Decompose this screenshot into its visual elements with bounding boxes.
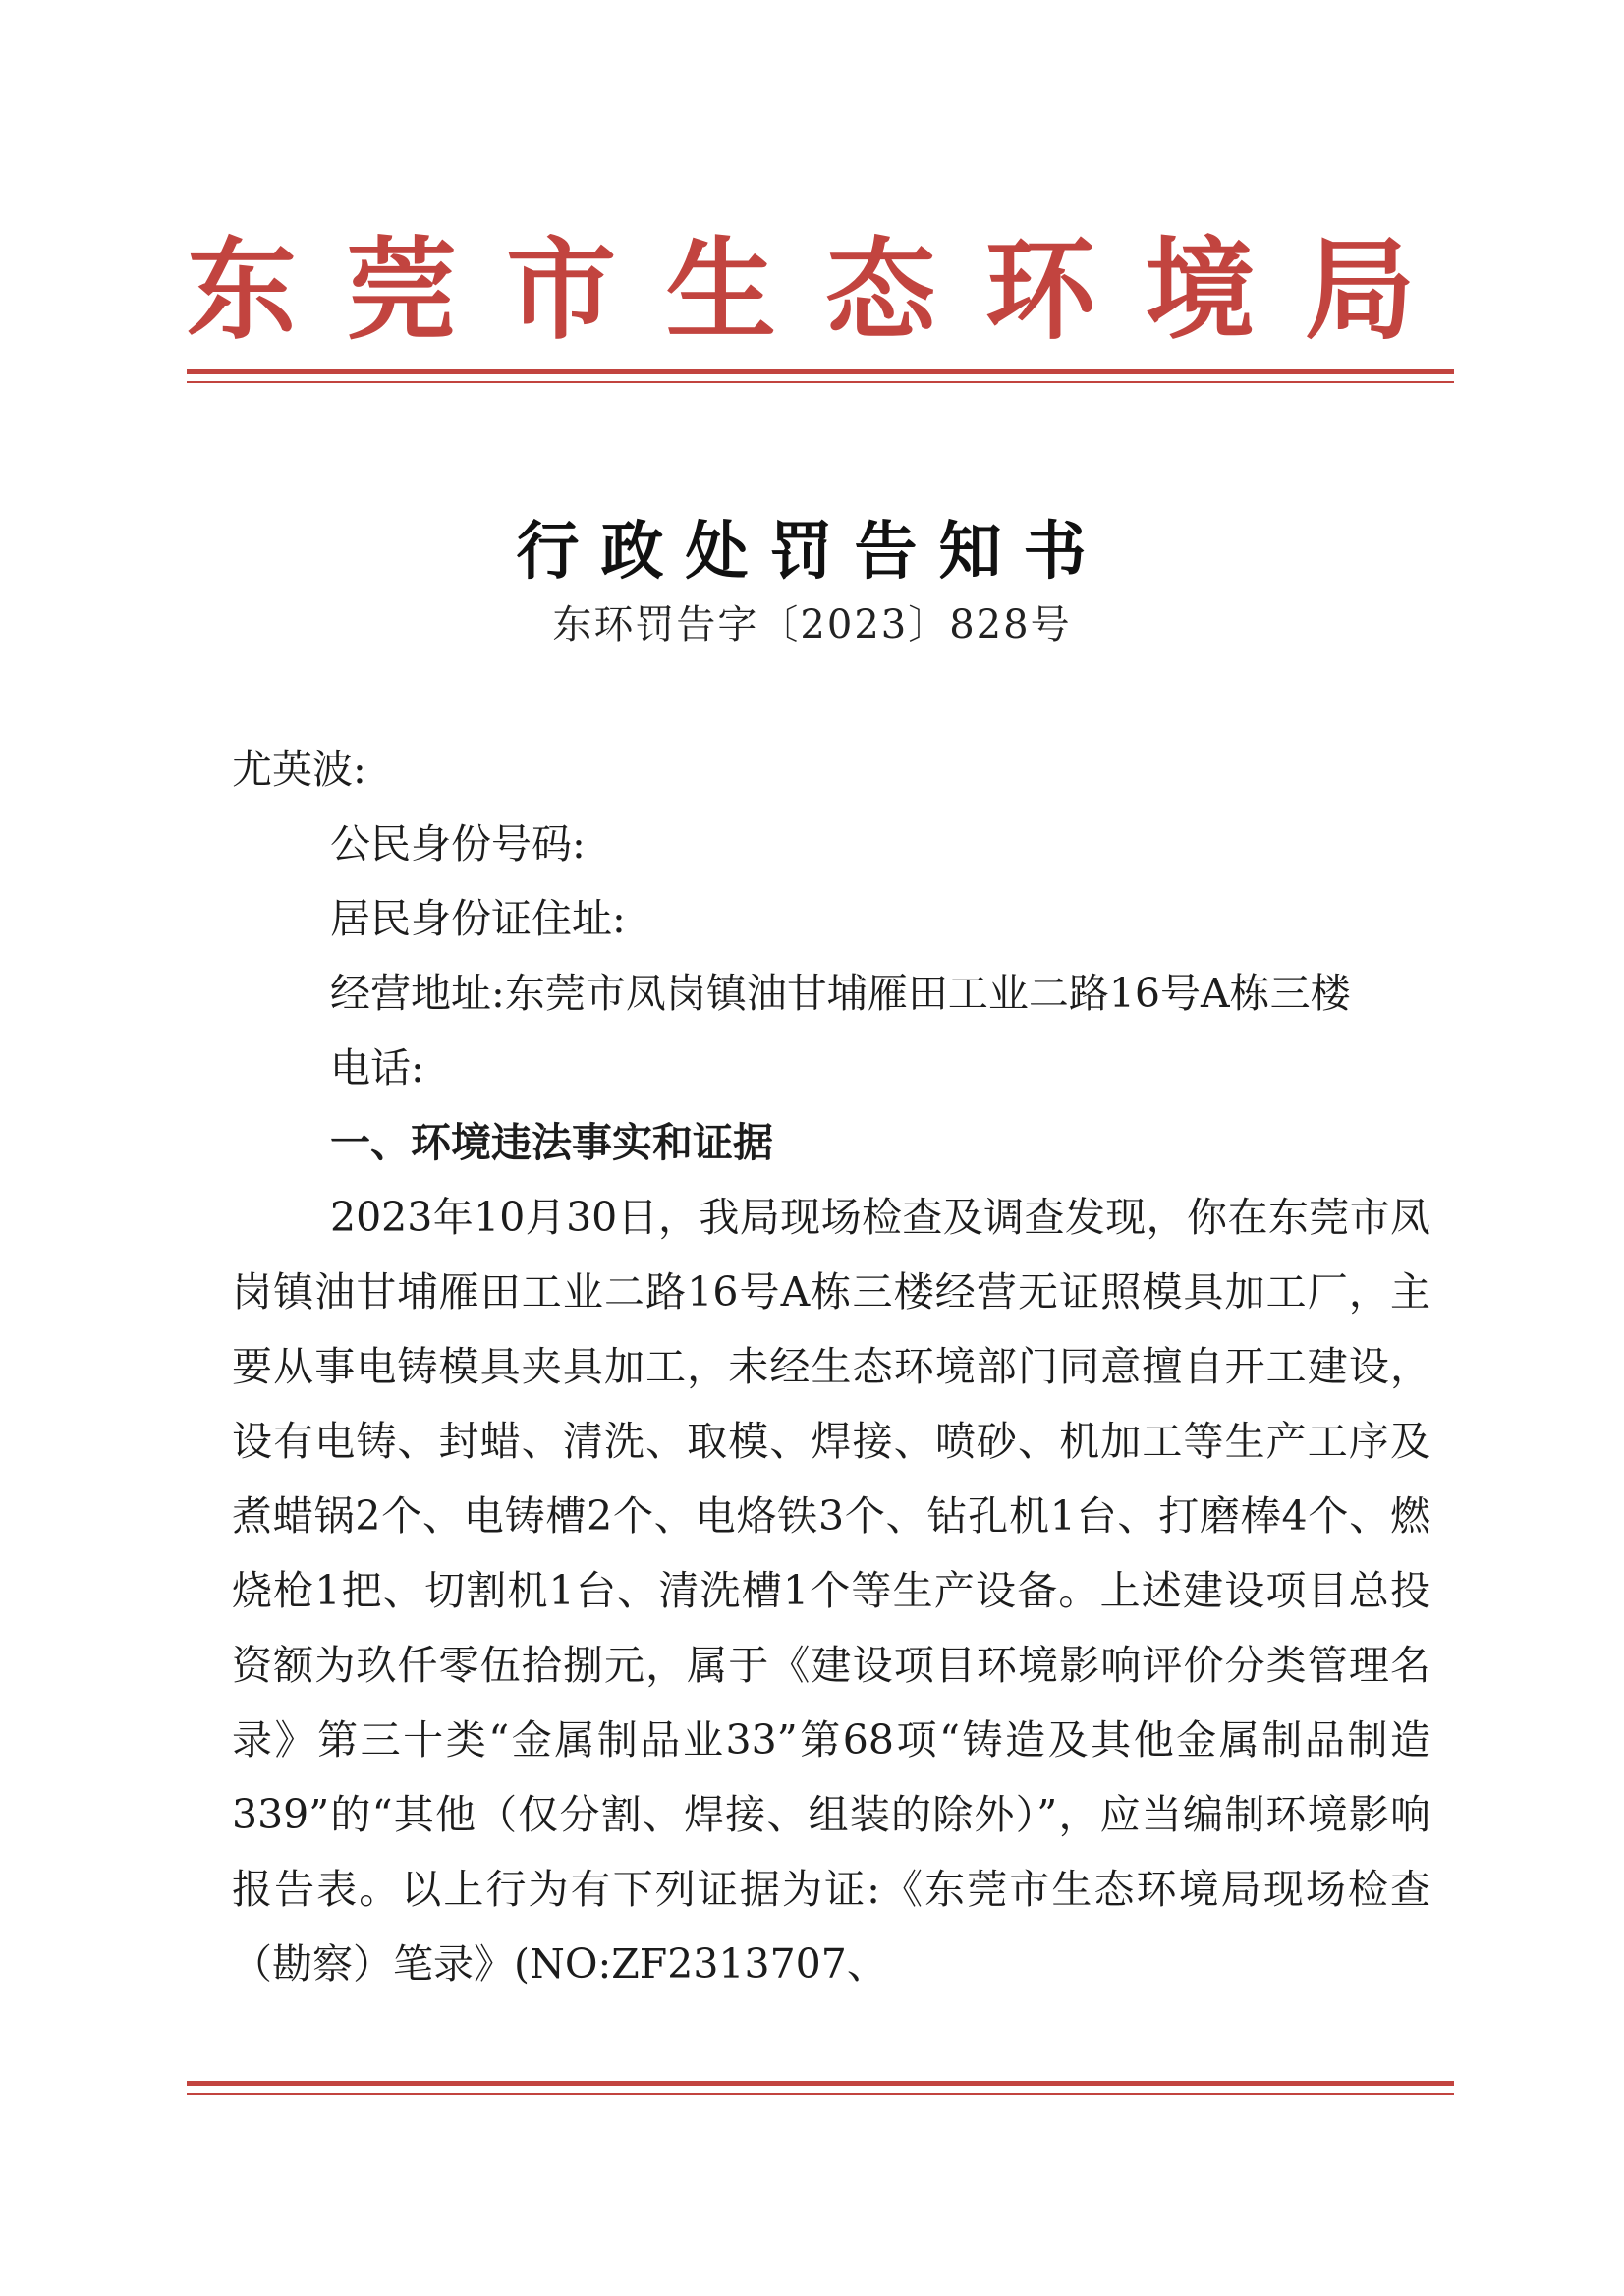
business-address-label: 经营地址: [330,970,505,1017]
document-body [232,732,1430,2001]
letterhead-char: 市 [506,226,617,355]
document-title: 行政处罚告知书 [516,515,1108,588]
document-number: 东环罚告字〔2023〕828号 [552,602,1072,647]
letterhead-char: 生 [665,226,776,355]
letterhead-org-name [187,226,1415,355]
letterhead-char: 环 [984,226,1095,355]
id-address-label: 居民身份证住址: [330,895,626,942]
recipient-name: 尤英波: [232,746,366,793]
letterhead-divider [187,369,1454,383]
letterhead-char: 境 [1145,226,1256,355]
business-address [232,956,1430,1031]
id-number-label: 公民身份号码: [330,820,586,868]
letterhead-char: 莞 [346,226,457,355]
letterhead-char: 东 [187,226,297,355]
letterhead-char: 局 [1304,226,1415,355]
section-paragraph: 2023年10月30日，我局现场检查及调查发现，你在东莞市凤岗镇油甘埔雁田工业二路16号A栋三楼经营无证照模具加工厂，主要从事电铸模具夹具加工，未经生态环境部门同意擅自开工建设，设有电铸、封蜡、清洗、取模、焊接、喷砂、机加工等生产工序及煮蜡锅2个、电铸槽2个、电烙铁3个、钻孔机1台、打磨棒4个、燃烧枪1把、切割机1台、清洗槽1个等生产设备。上述建设项目总投资额为玖仟零伍拾捌元，属于《建设项目环境影响评价分类管理名录》第三十类“金属制品业33”第68项“铸造及其他金属制品制造339”的“其他（仅分割、焊接、组装的除外）”，应当编制环境影响报告表。以上行为有下列证据为证:《东莞市生态环境局现场检查（勘察）笔录》(NO:ZF2313707、 [232,1194,1430,1988]
business-address-value: 东莞市凤岗镇油甘埔雁田工业二路16号A栋三楼 [504,970,1351,1017]
section-heading: 一、环境违法事实和证据 [330,1119,773,1166]
phone-label: 电话: [330,1044,424,1092]
letterhead-char: 态 [825,226,936,355]
footer-divider [187,2081,1454,2095]
